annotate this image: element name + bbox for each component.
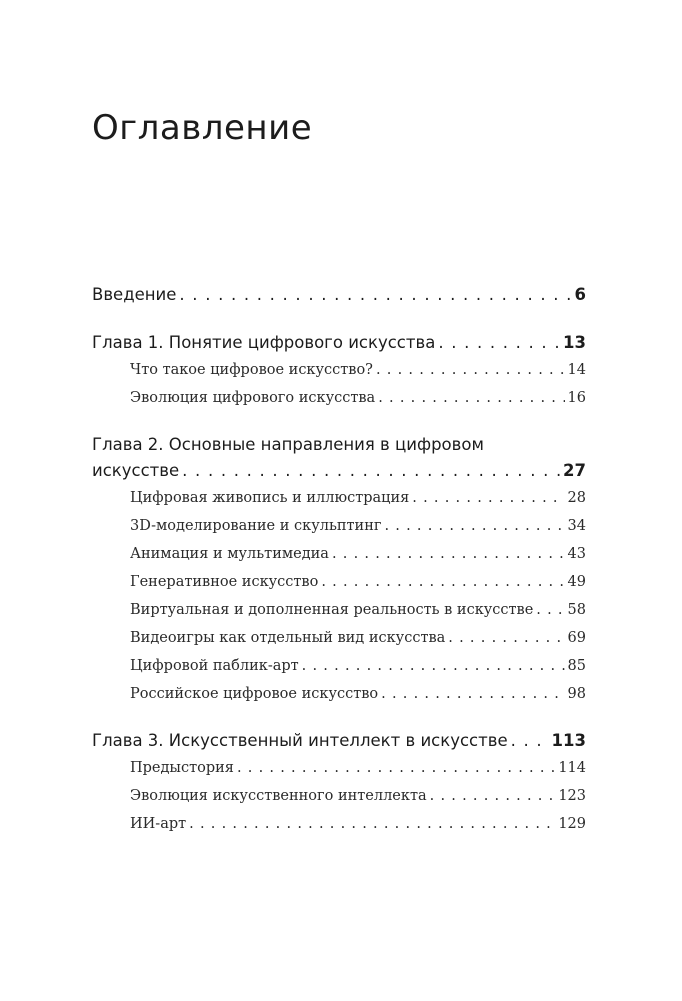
chapter-2: [92, 432, 586, 708]
toc-entry-section[interactable]: [92, 754, 586, 782]
toc-entry-intro[interactable]: [92, 282, 586, 308]
toc-entry-section[interactable]: [92, 568, 586, 596]
toc-entry-section[interactable]: [92, 512, 586, 540]
toc-entry-label: Генеративное искусство: [130, 574, 319, 590]
toc-entry-label: Российское цифровое искусство: [130, 686, 379, 702]
dot-leader: [438, 330, 560, 356]
toc-entry-section[interactable]: [92, 810, 586, 838]
toc-entry-page: 28: [567, 490, 586, 506]
dot-leader: [448, 624, 564, 652]
toc-entry-label: Цифровой паблик-арт: [130, 658, 299, 674]
toc-entry-label: Эволюция искусственного интеллекта: [130, 788, 427, 804]
dot-leader: [182, 458, 560, 484]
toc-entry-page: 98: [567, 686, 586, 702]
toc-entry-chapter[interactable]: [92, 728, 586, 754]
toc-entry-label: 3D-моделирование и скульптинг: [130, 518, 382, 534]
chapter-3: [92, 728, 586, 838]
toc-entry-label: Цифровая живопись и иллюстрация: [130, 490, 410, 506]
toc-entry-page: 58: [567, 602, 586, 618]
toc-entry-label: Глава 3. Искусственный интеллект в искусстве: [92, 731, 508, 750]
toc-entry-section[interactable]: [92, 624, 586, 652]
dot-leader: [384, 512, 564, 540]
toc-entry-page: 6: [574, 285, 586, 304]
toc-entry-label: Предыстория: [130, 760, 234, 776]
toc-entry-section[interactable]: [92, 484, 586, 512]
dot-leader: [189, 810, 555, 838]
toc-entry-page: 129: [558, 816, 586, 832]
toc-entry-page: 85: [567, 658, 586, 674]
page-title: Оглавление: [92, 108, 313, 148]
toc-entry-label: Виртуальная и дополненная реальность в искусстве: [130, 602, 534, 618]
dot-leader: [378, 384, 564, 412]
toc-entry-section[interactable]: [92, 652, 586, 680]
toc-entry-page: 123: [558, 788, 586, 804]
toc-entry-page: 27: [563, 461, 586, 480]
toc-entry-section[interactable]: [92, 384, 586, 412]
dot-leader: [376, 356, 565, 384]
toc-entry-label: Видеоигры как отдельный вид искусства: [130, 630, 446, 646]
toc-entry-page: 69: [567, 630, 586, 646]
toc-entry-page: 34: [567, 518, 586, 534]
dot-leader: [536, 596, 564, 624]
toc-entry-page: 113: [551, 731, 586, 750]
toc-entry-page: 49: [567, 574, 586, 590]
toc-entry-page: 14: [567, 362, 586, 378]
toc-entry-section[interactable]: [92, 782, 586, 810]
dot-leader: [302, 652, 565, 680]
dot-leader: [237, 754, 555, 782]
toc-entry-label-line2: искусстве: [92, 461, 180, 480]
toc-entry-chapter[interactable]: [92, 330, 586, 356]
dot-leader: [332, 540, 565, 568]
toc-entry-label: Что такое цифровое искусство?: [130, 362, 373, 378]
dot-leader: [321, 568, 564, 596]
toc-entry-page: 13: [563, 333, 586, 352]
toc-entry-label: Эволюция цифрового искусства: [130, 390, 376, 406]
toc-entry-section[interactable]: [92, 356, 586, 384]
toc-entry-label: Глава 1. Понятие цифрового искусства: [92, 333, 436, 352]
dot-leader: [179, 282, 571, 308]
toc-entry-label: Анимация и мультимедиа: [130, 546, 329, 562]
toc-entry-page: 114: [558, 760, 586, 776]
toc-entry-label-line1[interactable]: Глава 2. Основные направления в цифровом: [92, 435, 484, 454]
chapter-1: [92, 330, 586, 412]
dot-leader: [430, 782, 556, 810]
toc-entry-label: Введение: [92, 285, 177, 304]
toc-entry-section[interactable]: [92, 680, 586, 708]
dot-leader: [381, 680, 564, 708]
toc-entry-page: 16: [567, 390, 586, 406]
toc-entry-page: 43: [567, 546, 586, 562]
toc-entry-section[interactable]: [92, 540, 586, 568]
toc-entry-chapter[interactable]: [92, 458, 586, 484]
dot-leader: [511, 728, 549, 754]
toc-entry-section[interactable]: [92, 596, 586, 624]
toc-entry-label: ИИ-арт: [130, 816, 187, 832]
dot-leader: [412, 484, 564, 512]
table-of-contents: [92, 282, 586, 838]
